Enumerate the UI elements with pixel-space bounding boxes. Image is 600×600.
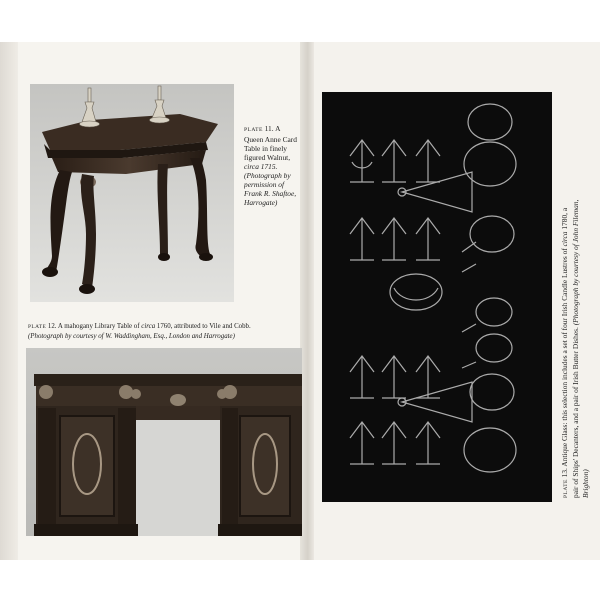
plate-11-photo xyxy=(30,84,234,302)
book-gutter xyxy=(300,42,314,560)
plate-13-caption-line-2 xyxy=(571,98,581,498)
plate-12-caption-line-1 xyxy=(28,322,300,332)
plate-12-text: A mahogany Library Table of xyxy=(57,323,142,330)
plate-12-label: PLATE xyxy=(28,324,47,330)
plate-13-text-end: 1780, a xyxy=(560,207,569,232)
plate-11-line: Queen Anne Card xyxy=(244,135,297,144)
plate-13-caption-line-1 xyxy=(560,98,571,498)
page-edge-left xyxy=(0,42,18,560)
plate-11-line: Table in finely xyxy=(244,144,287,153)
plate-12-circa: circa xyxy=(141,323,156,330)
plate-11-number: 11. xyxy=(264,124,274,133)
plate-13-text-2: pair of Ships' Decanters, and a pair of Irish Butter Dishes. xyxy=(571,325,580,498)
plate-13-text: Antique Glass: this selection includes a set of four Irish Candle Lustres of xyxy=(560,246,569,467)
plate-11-line: Frank R. Shaftoe, xyxy=(244,189,297,198)
plate-11-label: PLATE xyxy=(244,127,263,133)
plate-11-line: (Photograph by xyxy=(244,171,291,180)
plate-13-caption xyxy=(560,98,591,498)
plate-11-line: A xyxy=(275,124,281,133)
plate-11-line: figured Walnut, xyxy=(244,153,291,162)
plate-12-text-end: 1760, attributed to Vile and Cobb. xyxy=(155,323,251,330)
plate-13-credit: (Photograph by courtesy of John Fileman, xyxy=(571,199,580,326)
plate-13-label: PLATE xyxy=(563,479,569,498)
plate-13-credit-end: Brighton) xyxy=(581,469,590,498)
plate-13-circa: circa xyxy=(560,231,569,247)
plate-13-photo xyxy=(322,92,552,502)
plate-11-line: circa 1715. xyxy=(244,162,278,171)
plate-13-number: 13. xyxy=(560,468,569,478)
plate-12-photo xyxy=(26,348,302,536)
plate-11-caption xyxy=(244,124,302,207)
plate-11-line: Harrogate) xyxy=(244,198,278,207)
plate-12-caption xyxy=(28,322,300,341)
plate-11-line: permission of xyxy=(244,180,285,189)
plate-11-caption-line-1 xyxy=(244,124,302,135)
plate-12-credit: (Photograph by courtesy of W. Waddingham, Esq., London and Harrogate) xyxy=(28,333,235,340)
plate-12-number: 12. xyxy=(47,323,57,330)
